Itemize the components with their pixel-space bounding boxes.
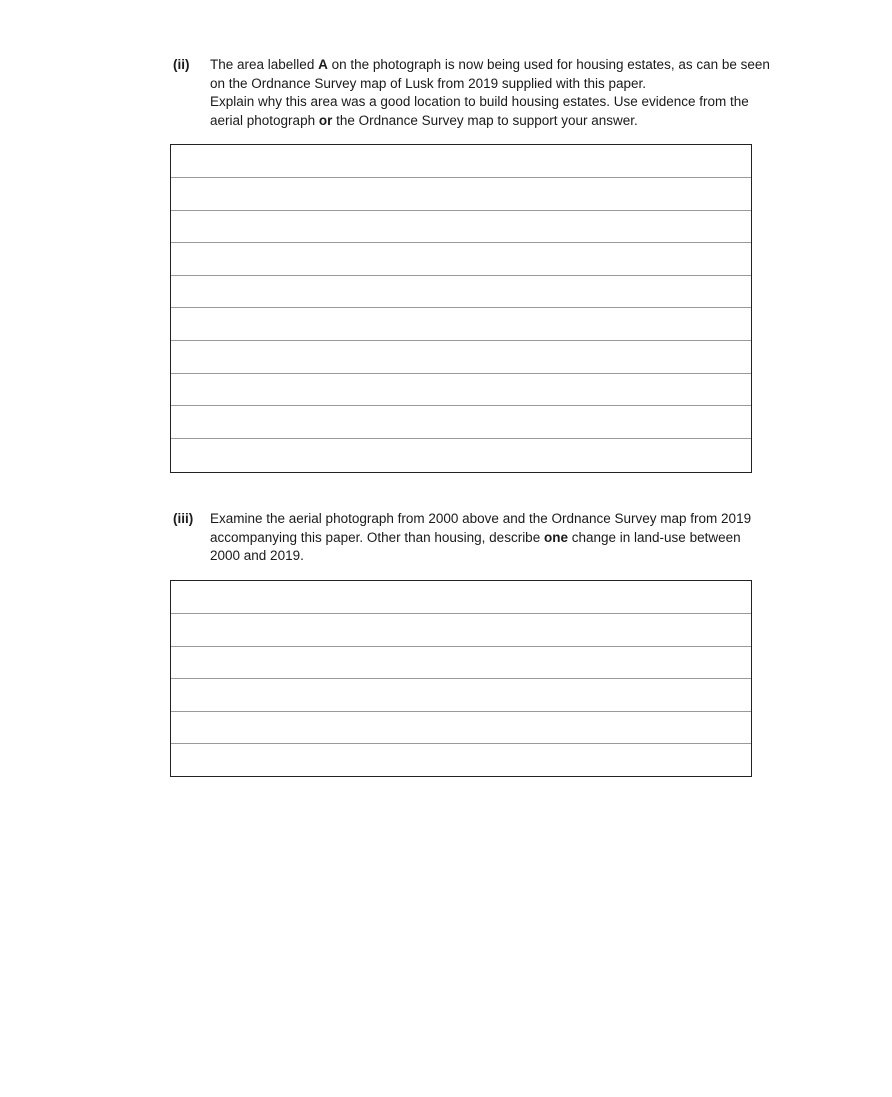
question-text-emphasis: one: [543, 529, 568, 545]
answer-line[interactable]: [171, 374, 751, 406]
question-text: [210, 56, 770, 130]
question-text-emphasis: or: [318, 112, 333, 128]
question-number: (iii): [173, 511, 194, 526]
question-text-part: Explain why this area was a good location to build housing estates. Use evidence from the aerial photograph: [210, 94, 749, 128]
answer-line[interactable]: [171, 211, 751, 243]
question-number: (ii): [173, 57, 190, 72]
answer-line[interactable]: [171, 439, 751, 471]
answer-line[interactable]: [171, 178, 751, 211]
answer-line[interactable]: [171, 243, 751, 276]
answer-line[interactable]: [171, 581, 751, 614]
answer-line[interactable]: [171, 341, 751, 374]
question-text-part: on the photograph is now being used for housing estates, as can be seen on the Ordnance Survey map of Lusk from 2019 supplied with this paper.: [210, 57, 770, 91]
question-text-part: The area labelled: [210, 57, 319, 72]
answer-line[interactable]: [171, 744, 751, 776]
question-text-emphasis: A: [318, 57, 328, 72]
answer-box-iii[interactable]: [170, 580, 752, 777]
answer-line[interactable]: [171, 614, 751, 647]
answer-line[interactable]: [171, 406, 751, 439]
question-text-part: change in land-use between 2000 and 2019.: [210, 529, 741, 563]
answer-line[interactable]: [171, 712, 751, 744]
question-text-part: Examine the aerial photograph from 2000 above and the Ordnance Survey map from 2019 accompanying this paper. Other than housing, describe: [210, 511, 752, 545]
answer-line[interactable]: [171, 647, 751, 679]
answer-line[interactable]: [171, 308, 751, 341]
answer-line[interactable]: [171, 679, 751, 712]
question-text: [210, 510, 770, 566]
question-text-part: the Ordnance Survey map to support your answer.: [332, 112, 638, 128]
answer-box-ii[interactable]: [170, 144, 752, 473]
answer-line[interactable]: [171, 145, 751, 178]
answer-line[interactable]: [171, 276, 751, 308]
